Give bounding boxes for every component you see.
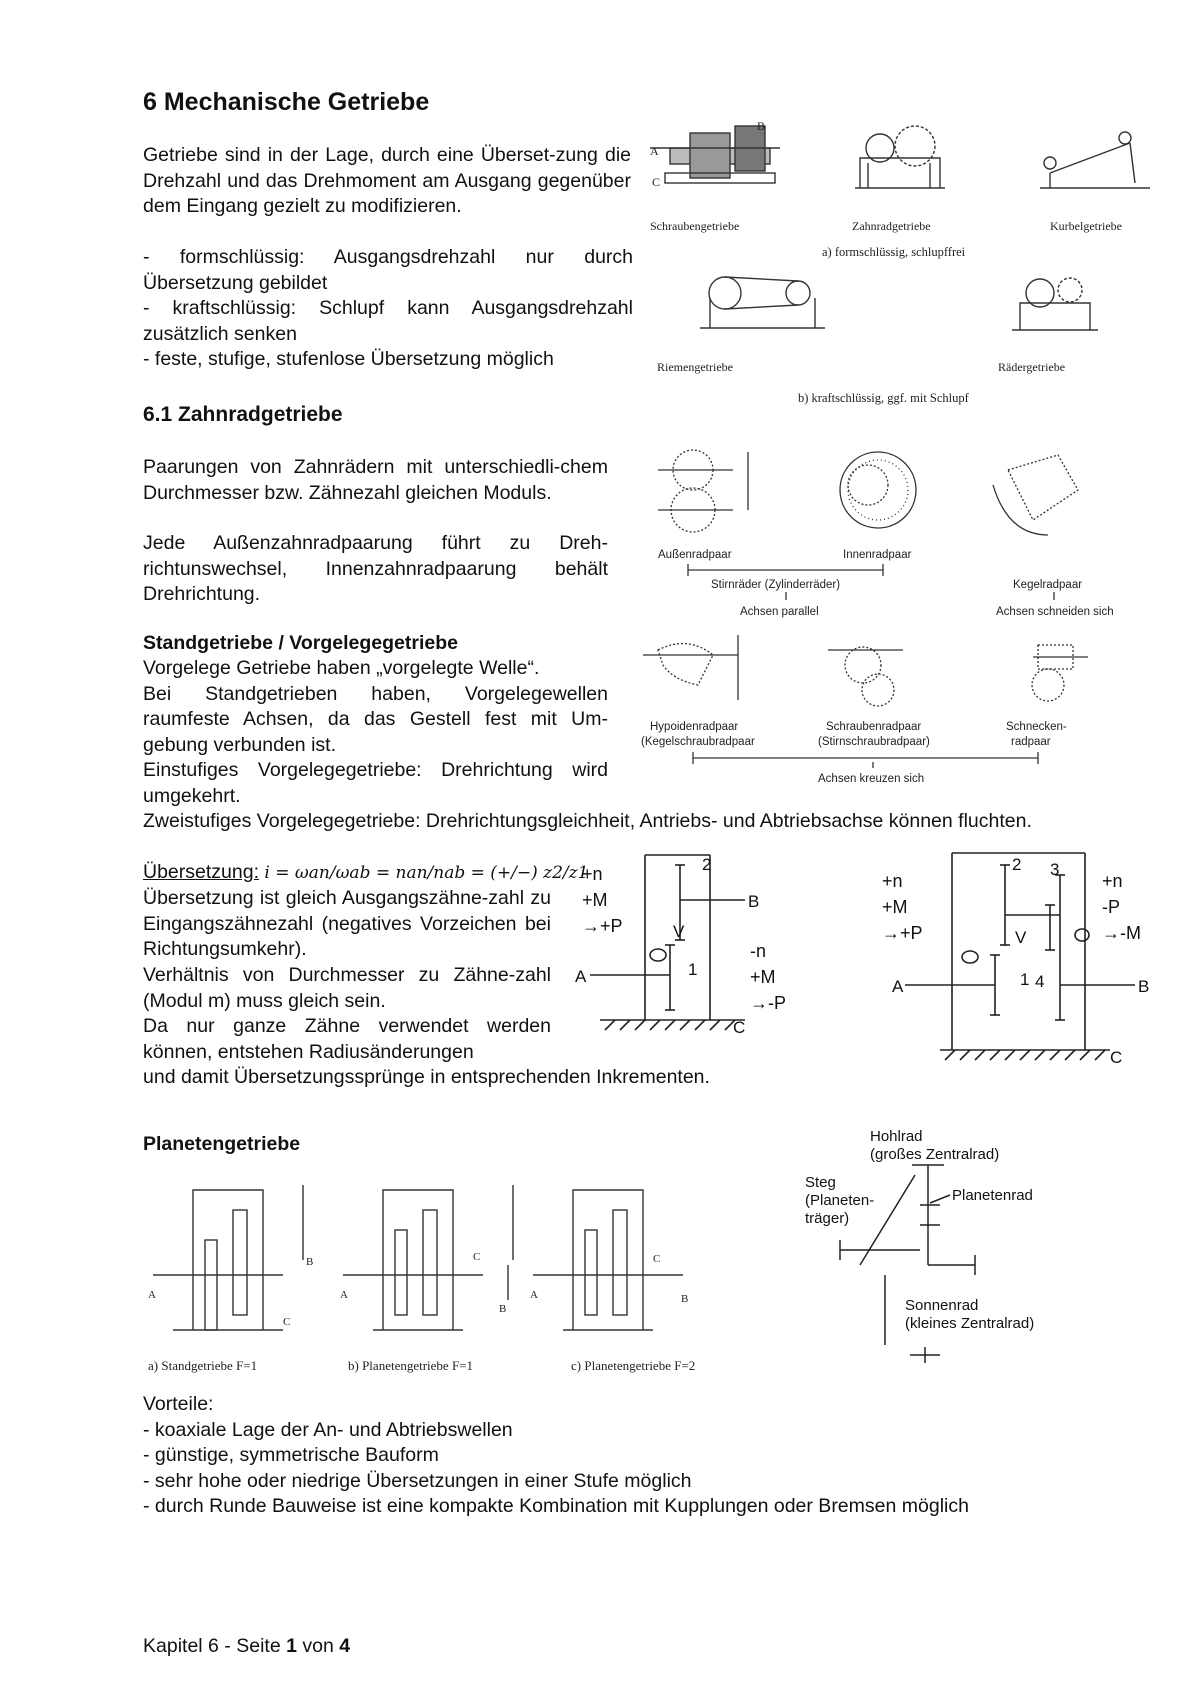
page-title: 6 Mechanische Getriebe — [143, 88, 430, 116]
zweistufig-b: B — [1138, 977, 1150, 996]
subheading-planetengetriebe: Planetengetriebe — [143, 1133, 301, 1155]
variant-b-label-a: A — [340, 1289, 348, 1301]
zweistufig-2: 2 — [1012, 855, 1022, 874]
zweistufig-right-m: →-M — [1102, 923, 1141, 943]
label-planeten: (Planeten- — [805, 1192, 875, 1209]
figure-planet-schema — [800, 1125, 1100, 1375]
zweistufig-3: 3 — [1050, 860, 1060, 879]
einstufig-left-n: +n — [582, 864, 603, 884]
hypoidradpaar-drawing — [643, 635, 738, 700]
innenradpaar-drawing — [840, 452, 916, 528]
label-aussenradpaar: Außenradpaar — [658, 549, 732, 561]
zahnrad-paragraph-2: Jede Außenzahnradpaarung führt zu Dreh-richtunswechsel, Innenzahnradpaarung behält Drehrichtung. — [143, 532, 608, 605]
bullet-formschluessig: - formschlüssig: Ausgangsdrehzahl nur durch Übersetzung gebildet — [143, 246, 633, 294]
label-kegelradpaar: Kegelradpaar — [1013, 579, 1083, 591]
figure-planetengetriebe-varianten — [143, 1180, 743, 1380]
vorteil-bauform: - günstige, symmetrische Bauform — [143, 1444, 439, 1466]
planet-variant-a-drawing — [148, 1185, 313, 1330]
label-stirnschraubradpaar: (Stirnschraubradpaar) — [818, 736, 930, 748]
label-radpaar: radpaar — [1011, 736, 1051, 748]
intro-bullets — [143, 245, 633, 373]
label-planetenrad: Planetenrad — [952, 1187, 1033, 1204]
label-schraubengetriebe: Schraubengetriebe — [650, 219, 740, 233]
variant-a-label-a: A — [148, 1289, 156, 1301]
label-steg: Steg — [805, 1174, 836, 1191]
uebersetzung-formula-row — [143, 860, 588, 887]
uebersetzung-paragraph-d: und damit Übersetzungssprünge in entsprechenden Inkrementen. — [143, 1066, 710, 1088]
vorteile-block — [143, 1392, 969, 1520]
label-achsen-parallel: Achsen parallel — [740, 606, 819, 618]
variant-a-label-b: B — [306, 1256, 314, 1268]
label-kurbelgetriebe: Kurbelgetriebe — [1050, 219, 1122, 233]
label-raedergetriebe: Rädergetriebe — [998, 360, 1066, 374]
label-riemengetriebe: Riemengetriebe — [657, 360, 733, 374]
zweistufig-left-m: +M — [882, 897, 908, 917]
zahnrad-paragraph-1: Paarungen von Zahnrädern mit unterschiedli-chem Durchmesser bzw. Zähnezahl gleichen Moduls. — [143, 456, 608, 504]
einstufig-2: 2 — [702, 855, 712, 874]
label-grosses-zentralrad: (großes Zentralrad) — [870, 1146, 1000, 1163]
figure-einstufig — [570, 845, 800, 1045]
zweistufig-left-n: +n — [882, 871, 903, 891]
zweistufig-1: 1 — [1020, 970, 1030, 989]
page-footer — [143, 1634, 350, 1660]
kurbelgetriebe-drawing — [1040, 132, 1150, 188]
label-innenradpaar: Innenradpaar — [843, 549, 912, 561]
label-kleines-zentralrad: (kleines Zentralrad) — [905, 1315, 1035, 1332]
figure-zahnradpaare — [638, 440, 1128, 792]
zweistufig-c: C — [1110, 1048, 1123, 1065]
zahnradgetriebe-drawing — [855, 126, 945, 188]
uebersetzung-paragraph-b: Verhältnis von Durchmesser zu Zähne-zahl (Modul m) muss gleich sein. — [143, 964, 551, 1012]
label-hohlrad: Hohlrad — [870, 1128, 923, 1145]
caption-planetengetriebe-f1: b) Planetengetriebe F=1 — [348, 1358, 474, 1373]
zweistufig-a: A — [892, 977, 904, 996]
zweistufig-4: 4 — [1035, 972, 1045, 991]
footer-page: 1 — [286, 1635, 297, 1657]
uebersetzung-label: Übersetzung: — [143, 861, 259, 883]
variant-b-label-c: C — [473, 1251, 481, 1263]
caption-standgetriebe: a) Standgetriebe F=1 — [148, 1358, 258, 1373]
riemengetriebe-drawing — [700, 277, 825, 328]
zweistufig-right-p: -P — [1102, 897, 1120, 917]
einstufig-left-p: →+P — [582, 916, 623, 936]
variant-c-label-b: B — [681, 1293, 689, 1305]
subheading-standgetriebe: Standgetriebe / Vorgelegegetriebe — [143, 632, 458, 654]
caption-planetengetriebe-f2: c) Planetengetriebe F=2 — [571, 1358, 696, 1373]
label-hypoidenradpaar: Hypoidenradpaar — [650, 721, 739, 733]
figure-getriebearten — [640, 118, 1160, 410]
vorteile-heading: Vorteile: — [143, 1393, 214, 1415]
caption-formschluessig: a) formschlüssig, schlupffrei — [822, 245, 966, 259]
label-kegelschraubradpaar: (Kegelschraubradpaar — [641, 736, 755, 748]
planet-variant-c-drawing — [530, 1190, 688, 1330]
uebersetzung-paragraph-c: Da nur ganze Zähne verwendet werden können, entstehen Radiusänderungen — [143, 1015, 551, 1063]
intro-paragraph: Getriebe sind in der Lage, durch eine Überset-zung die Drehzahl und das Drehmoment am Ausgang gegenüber dem Eingang gezielt zu modifizieren. — [143, 144, 631, 217]
label-zahnradgetriebe: Zahnradgetriebe — [852, 219, 931, 233]
stand-line-einstufig: Einstufiges Vorgelegegetriebe: Drehrichtung wird umgekehrt. — [143, 759, 608, 807]
zweistufig-left-p: →+P — [882, 923, 923, 943]
label-c-schraube: C — [652, 175, 661, 189]
caption-kraftschluessig: b) kraftschlüssig, ggf. mit Schlupf — [798, 391, 969, 405]
figure-zweistufig — [870, 845, 1170, 1065]
einstufig-c: C — [733, 1018, 746, 1037]
label-achsen-kreuzen: Achsen kreuzen sich — [818, 773, 925, 785]
schraubenradpaar-drawing — [828, 647, 903, 706]
vorteil-kompakt: - durch Runde Bauweise ist eine kompakte Kombination mit Kupplungen oder Bremsen möglich — [143, 1495, 969, 1517]
einstufig-right-p: →-P — [750, 993, 786, 1013]
label-sonnenrad: Sonnenrad — [905, 1297, 979, 1314]
uebersetzung-formula: i = ωan/ωab = nan/nab = (+/−) z2/z1 — [264, 863, 589, 883]
label-schnecken: Schnecken- — [1006, 721, 1067, 733]
label-traeger: träger) — [805, 1210, 850, 1227]
einstufig-right-n: -n — [750, 941, 767, 961]
label-achsen-schneiden: Achsen schneiden sich — [996, 606, 1114, 618]
footer-prefix: Kapitel 6 - Seite — [143, 1635, 287, 1657]
raedergetriebe-drawing — [1012, 278, 1098, 330]
zweistufig-right-n: +n — [1102, 871, 1123, 891]
variant-c-label-c: C — [653, 1253, 661, 1265]
label-a-schraube: A — [650, 144, 659, 158]
uebersetzung-paragraph-a: Übersetzung ist gleich Ausgangszähne-zahl zu Eingangszähnezahl (negatives Vorzeichen bei Richtungsumkehr). — [143, 887, 551, 960]
schraubengetriebe-drawing — [650, 119, 780, 189]
variant-b-label-b: B — [499, 1303, 507, 1315]
aussenradpaar-drawing — [658, 450, 748, 532]
bullet-uebersetzung: - feste, stufige, stufenlose Übersetzung möglich — [143, 348, 554, 370]
vorteil-uebersetzung: - sehr hohe oder niedrige Übersetzungen in einer Stufe möglich — [143, 1469, 692, 1492]
schneckenradpaar-drawing — [1032, 645, 1088, 701]
einstufig-1: 1 — [688, 960, 698, 979]
label-b-schraube: B — [757, 119, 766, 133]
einstufig-left-m: +M — [582, 890, 608, 910]
label-stirnraeder: Stirnräder (Zylinderräder) — [711, 579, 841, 591]
stand-text-block — [143, 656, 608, 809]
stand-line-raumfest: Bei Standgetrieben haben, Vorgelegewellen raumfeste Achsen, da das Gestell fest mit Um-gebung verbunden ist. — [143, 682, 608, 756]
einstufig-a: A — [575, 967, 587, 986]
stand-line-zweistufig: Zweistufiges Vorgelegegetriebe: Drehrichtungsgleichheit, Antriebs- und Abtriebsachse können fluchten. — [143, 810, 1032, 832]
variant-c-label-a: A — [530, 1289, 538, 1301]
einstufig-right-m: +M — [750, 967, 776, 987]
variant-a-label-c: C — [283, 1316, 291, 1328]
planet-variant-b-drawing — [340, 1185, 513, 1330]
bullet-kraftschluessig: - kraftschlüssig: Schlupf kann Ausgangsdrehzahl zusätzlich senken — [143, 297, 633, 345]
footer-mid: von — [296, 1635, 340, 1657]
einstufig-v: V — [673, 922, 685, 941]
kegelradpaar-drawing — [993, 455, 1078, 535]
einstufig-b: B — [748, 892, 760, 911]
vorteil-koaxial: - koaxiale Lage der An- und Abtriebswellen — [143, 1418, 513, 1441]
label-schraubenradpaar: Schraubenradpaar — [826, 721, 922, 733]
stand-line-vorgelege: Vorgelege Getriebe haben „vorgelegte Welle“. — [143, 657, 540, 679]
zweistufig-v: V — [1015, 928, 1027, 947]
footer-total: 4 — [339, 1635, 351, 1657]
section-heading-zahnradgetriebe: 6.1 Zahnradgetriebe — [143, 403, 343, 426]
